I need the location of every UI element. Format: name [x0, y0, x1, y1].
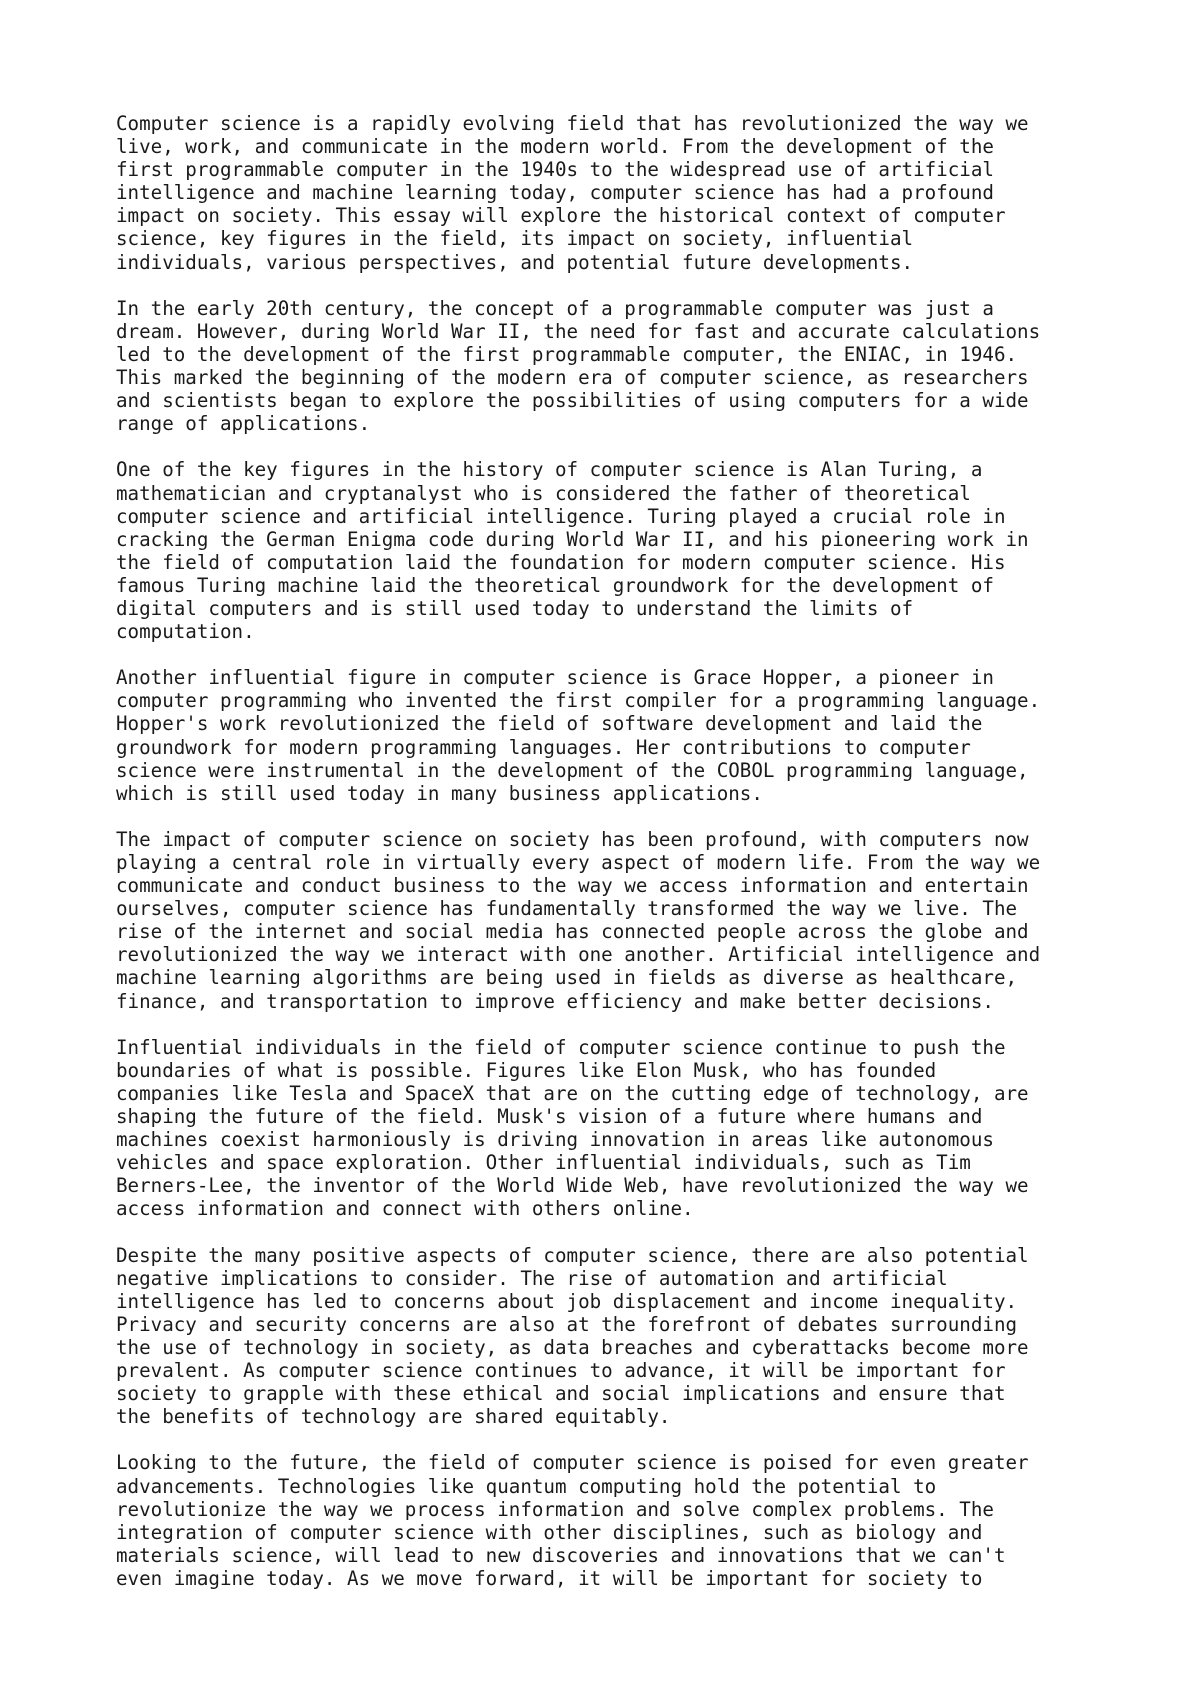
text-line: the field of computation laid the foundation for modern computer science. His — [116, 550, 1006, 574]
text-line: negative implications to consider. The rise of automation and artificial — [116, 1266, 948, 1290]
essay-body — [116, 112, 1116, 1613]
text-line: the benefits of technology are shared equitably. — [116, 1405, 671, 1429]
text-line: advancements. Technologies like quantum computing hold the potential to — [116, 1474, 937, 1498]
text-line: vehicles and space exploration. Other influential individuals, such as Tim — [116, 1151, 971, 1175]
text-line: Influential individuals in the field of computer science continue to push the — [116, 1035, 1006, 1059]
text-line: Another influential figure in computer science is Grace Hopper, a pioneer in — [116, 666, 994, 690]
text-line: shaping the future of the field. Musk's vision of a future where humans and — [116, 1105, 983, 1129]
essay-paragraph — [116, 1036, 1116, 1221]
text-line: finance, and transportation to improve efficiency and make better decisions. — [116, 989, 994, 1013]
text-line: individuals, various perspectives, and potential future developments. — [116, 250, 914, 274]
text-line: machines coexist harmoniously is driving innovation in areas like autonomous — [116, 1128, 994, 1152]
text-line: revolutionize the way we process information and solve complex problems. The — [116, 1497, 994, 1521]
text-line: computer programming who invented the first compiler for a programming language. — [116, 689, 1041, 713]
text-line: Berners-Lee, the inventor of the World Wide Web, have revolutionized the way we — [116, 1174, 1029, 1198]
text-line: Hopper's work revolutionized the field of software development and laid the — [116, 712, 983, 736]
text-line: access information and connect with others online. — [116, 1197, 694, 1221]
text-line: The impact of computer science on society has been profound, with computers now — [116, 827, 1029, 851]
text-line: which is still used today in many business applications. — [116, 781, 763, 805]
essay-paragraph — [116, 1451, 1116, 1590]
text-line: Looking to the future, the field of computer science is poised for even greater — [116, 1451, 1029, 1475]
text-line: intelligence and machine learning today, computer science has had a profound — [116, 181, 994, 205]
text-line: society to grapple with these ethical and social implications and ensure that — [116, 1382, 1006, 1406]
text-line: Despite the many positive aspects of computer science, there are also potential — [116, 1243, 1029, 1267]
essay-paragraph — [116, 828, 1116, 1013]
text-line: computer science and artificial intelligence. Turing played a crucial role in — [116, 504, 1006, 528]
essay-paragraph — [116, 666, 1116, 805]
text-line: live, work, and communicate in the modern world. From the development of the — [116, 135, 994, 159]
text-line: In the early 20th century, the concept of a programmable computer was just a — [116, 296, 994, 320]
text-line: famous Turing machine laid the theoretical groundwork for the development of — [116, 573, 994, 597]
text-line: digital computers and is still used today to understand the limits of — [116, 596, 914, 620]
text-line: prevalent. As computer science continues to advance, it will be important for — [116, 1359, 1006, 1383]
text-line: first programmable computer in the 1940s to the widespread use of artificial — [116, 158, 994, 182]
text-line: materials science, will lead to new discoveries and innovations that we can't — [116, 1543, 1006, 1567]
text-line: computation. — [116, 620, 255, 644]
text-line: groundwork for modern programming languages. Her contributions to computer — [116, 735, 971, 759]
text-line: rise of the internet and social media has connected people across the globe and — [116, 920, 1029, 944]
text-line: revolutionized the way we interact with one another. Artificial intelligence and — [116, 943, 1041, 967]
text-line: communicate and conduct business to the way we access information and entertain — [116, 874, 1029, 898]
text-line: boundaries of what is possible. Figures like Elon Musk, who has founded — [116, 1058, 937, 1082]
text-line: companies like Tesla and SpaceX that are on the cutting edge of technology, are — [116, 1081, 1029, 1105]
text-line: science, key figures in the field, its impact on society, influential — [116, 227, 914, 251]
text-line: and scientists began to explore the possibilities of using computers for a wide — [116, 389, 1029, 413]
text-line: machine learning algorithms are being used in fields as diverse as healthcare, — [116, 966, 1018, 990]
text-line: Computer science is a rapidly evolving field that has revolutionized the way we — [116, 112, 1029, 135]
essay-paragraph — [116, 112, 1116, 274]
essay-paragraph — [116, 1244, 1116, 1429]
essay-paragraph — [116, 458, 1116, 643]
text-line: integration of computer science with other disciplines, such as biology and — [116, 1520, 983, 1544]
text-line: the use of technology in society, as data breaches and cyberattacks become more — [116, 1335, 1029, 1359]
text-line: dream. However, during World War II, the need for fast and accurate calculations — [116, 319, 1041, 343]
text-line: led to the development of the first programmable computer, the ENIAC, in 1946. — [116, 342, 1018, 366]
text-line: One of the key figures in the history of computer science is Alan Turing, a — [116, 458, 983, 482]
text-line: intelligence has led to concerns about job displacement and income inequality. — [116, 1289, 1018, 1313]
text-line: science were instrumental in the development of the COBOL programming language, — [116, 758, 1029, 782]
essay-paragraph — [116, 297, 1116, 436]
text-line: playing a central role in virtually every aspect of modern life. From the way we — [116, 851, 1041, 874]
text-line: ourselves, computer science has fundamentally transformed the way we live. The — [116, 897, 1018, 921]
text-line: This marked the beginning of the modern era of computer science, as researchers — [116, 366, 1029, 390]
text-line: Privacy and security concerns are also at the forefront of debates surrounding — [116, 1312, 1018, 1336]
text-line: range of applications. — [116, 412, 371, 436]
text-line: cracking the German Enigma code during World War II, and his pioneering work in — [116, 527, 1029, 551]
text-line: even imagine today. As we move forward, it will be important for society to — [116, 1566, 983, 1590]
text-line: mathematician and cryptanalyst who is considered the father of theoretical — [116, 481, 971, 505]
text-line: impact on society. This essay will explore the historical context of computer — [116, 204, 1006, 228]
